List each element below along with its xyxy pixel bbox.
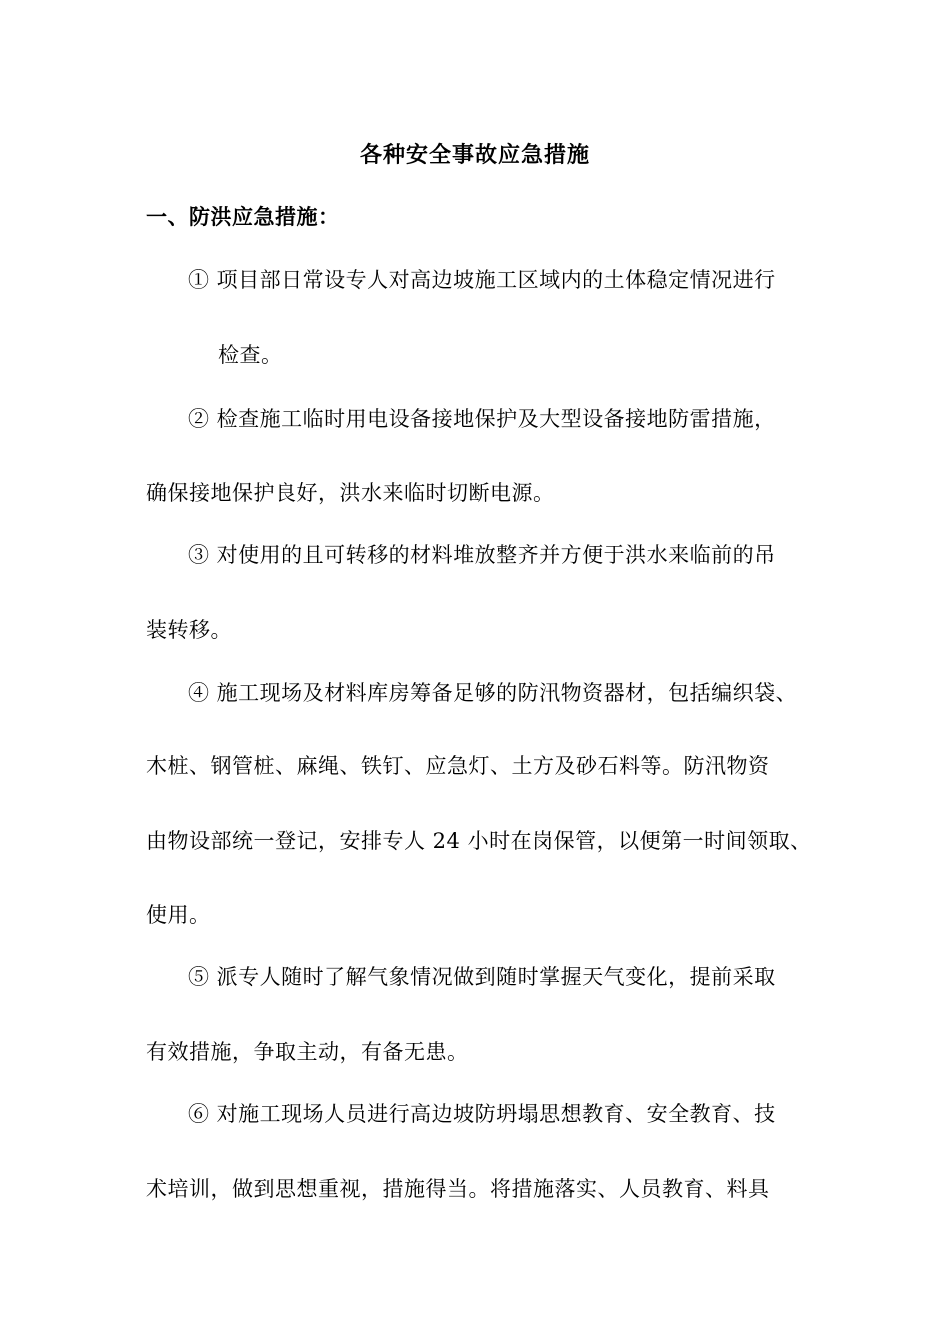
paragraph-line: ④ 施工现场及材料库房筹备足够的防汛物资器材，包括编织袋、 bbox=[188, 681, 798, 705]
paragraph-line: 使用。 bbox=[146, 903, 211, 927]
page-title: 各种安全事故应急措施 bbox=[359, 142, 590, 168]
paragraph-line: ⑥ 对施工现场人员进行高边坡防坍塌思想教育、安全教育、技 bbox=[188, 1102, 776, 1126]
section-heading: 一、防洪应急措施： bbox=[146, 204, 340, 229]
paragraph-line: 装转移。 bbox=[146, 618, 232, 642]
paragraph-line: 确保接地保护良好，洪水来临时切断电源。 bbox=[146, 481, 555, 505]
paragraph-line: ① 项目部日常设专人对高边坡施工区域内的土体稳定情况进行 bbox=[188, 268, 776, 292]
paragraph-line: ② 检查施工临时用电设备接地保护及大型设备接地防雷措施， bbox=[188, 407, 776, 431]
paragraph-line: 木桩、钢管桩、麻绳、铁钉、应急灯、土方及砂石料等。防汛物资 bbox=[146, 754, 770, 778]
paragraph-line: ③ 对使用的且可转移的材料堆放整齐并方便于洪水来临前的吊 bbox=[188, 543, 776, 567]
paragraph-line: 术培训，做到思想重视，措施得当。将措施落实、人员教育、料具 bbox=[146, 1177, 770, 1201]
paragraph-line: 有效措施，争取主动，有备无患。 bbox=[146, 1040, 469, 1064]
paragraph-line: 由物设部统一登记，安排专人 24 小时在岗保管，以便第一时间领取、 bbox=[146, 829, 812, 853]
paragraph-line: 检查。 bbox=[218, 343, 283, 367]
paragraph-line: ⑤ 派专人随时了解气象情况做到随时掌握天气变化，提前采取 bbox=[188, 965, 776, 989]
